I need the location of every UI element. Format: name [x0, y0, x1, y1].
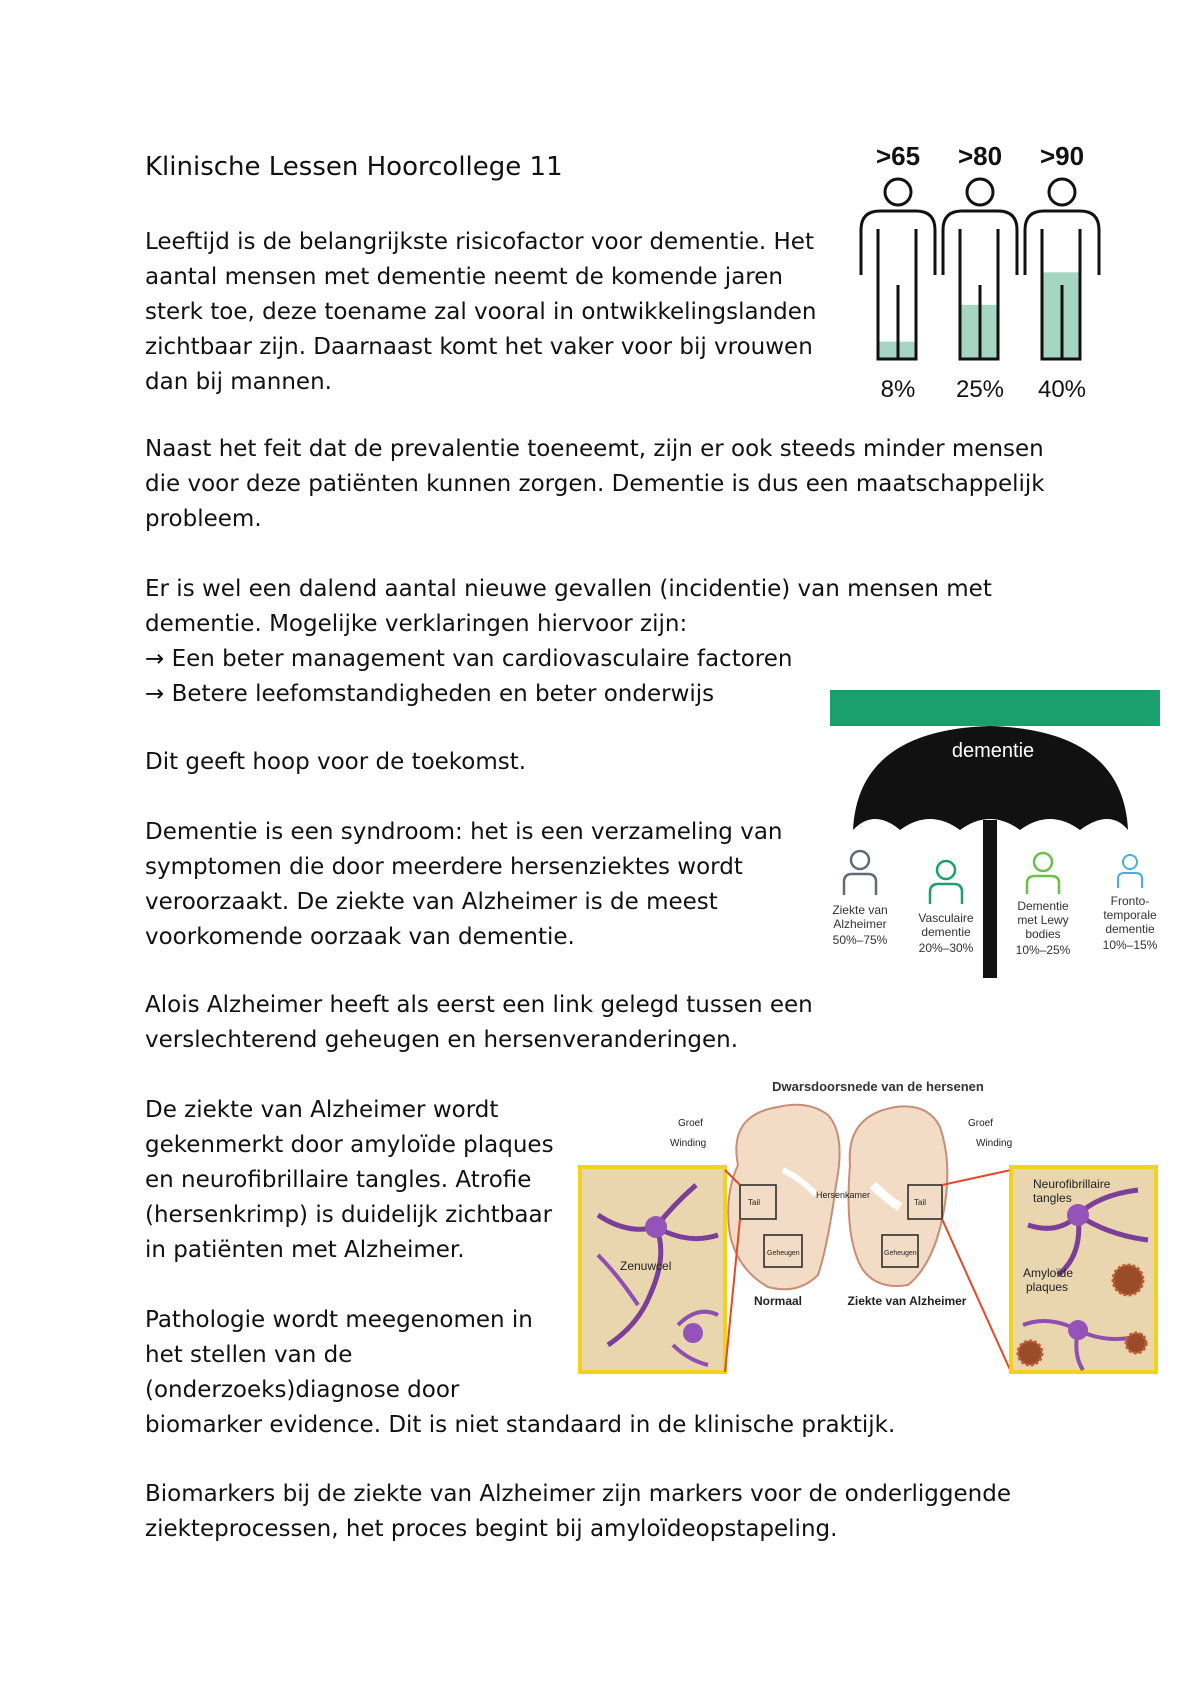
- paragraph-hope: [145, 745, 526, 780]
- type-name: Alzheimer: [833, 917, 887, 931]
- dementia-type: [1016, 853, 1071, 957]
- person-icon: [1123, 855, 1137, 869]
- text-line: Leeftijd is de belangrijkste risicofactor voor dementie. Het: [145, 229, 814, 255]
- age-label: >90: [1039, 141, 1085, 171]
- text-line: voorkomende oorzaak van dementie.: [145, 924, 575, 950]
- text-line: gekenmerkt door amyloïde plaques: [145, 1132, 554, 1158]
- paragraph-alois: [145, 988, 813, 1058]
- age-prevalence-svg: [850, 135, 1110, 410]
- type-percentage: 20%–30%: [918, 941, 974, 955]
- type-name: dementie: [1105, 922, 1155, 936]
- text-line: het stellen van de: [145, 1342, 353, 1368]
- neuron-body: [1068, 1320, 1088, 1340]
- text-line: (onderzoeks)diagnose door: [145, 1377, 460, 1403]
- text-line: ziekteprocessen, het proces begint bij amyloïdeopstapeling.: [145, 1516, 838, 1542]
- prevalence-label: 8%: [880, 376, 916, 403]
- brain-label: Tail: [914, 1198, 927, 1207]
- type-name: Fronto-: [1110, 894, 1150, 908]
- type-name: Vasculaire: [918, 911, 974, 925]
- plaques-label: plaques: [1026, 1280, 1069, 1294]
- age-label: >65: [875, 141, 921, 171]
- type-name: Dementie: [1017, 899, 1069, 913]
- paragraph-prevalence: [145, 432, 1045, 537]
- text-line: aantal mensen met dementie neemt de komende jaren: [145, 264, 783, 290]
- type-percentage: 10%–15%: [1102, 938, 1158, 952]
- paragraph-syndrome: [145, 815, 783, 955]
- amyloid-plaque: [1126, 1333, 1146, 1353]
- dementia-umbrella-figure: [818, 690, 1163, 980]
- type-name: bodies: [1025, 927, 1061, 941]
- type-name: dementie: [921, 925, 971, 939]
- text-line: dementie. Mogelijke verklaringen hiervoor zijn:: [145, 611, 688, 637]
- person-body-icon: [1025, 211, 1099, 359]
- person-body-icon: [930, 884, 962, 904]
- paragraph-alzheimer-features: [145, 1093, 554, 1268]
- brain-label: Tail: [748, 1198, 761, 1207]
- tangles-label: Neurofibrillaire: [1033, 1177, 1111, 1191]
- paragraph-biomarkers: [145, 1477, 1011, 1547]
- text-line: zichtbaar zijn. Daarnaast komt het vaker voor bij vrouwen: [145, 334, 813, 360]
- brain-label: Geheugen: [767, 1250, 800, 1257]
- brain-label: Geheugen: [884, 1250, 917, 1257]
- person-figure: [861, 141, 935, 403]
- prevalence-label: 25%: [955, 376, 1005, 403]
- brain-label: Groef: [968, 1118, 994, 1129]
- neuron-body: [1067, 1204, 1089, 1226]
- paragraph-risk-factor: [145, 225, 816, 400]
- text-line: De ziekte van Alzheimer wordt: [145, 1097, 499, 1123]
- person-head-icon: [1049, 179, 1075, 205]
- text-line: sterk toe, deze toename zal vooral in ontwikkelingslanden: [145, 299, 817, 325]
- arrow-item: → Een beter management van cardiovasculaire factoren: [145, 646, 793, 672]
- person-body-icon: [861, 211, 935, 359]
- umbrella-pole: [983, 820, 997, 978]
- type-percentage: 10%–25%: [1015, 943, 1071, 957]
- person-body-icon: [1027, 876, 1059, 894]
- type-percentage: 50%–75%: [832, 933, 888, 947]
- person-figure: [943, 141, 1017, 403]
- text-line: in patiënten met Alzheimer.: [145, 1237, 465, 1263]
- brain-svg: [578, 1075, 1158, 1375]
- type-name: temporale: [1103, 908, 1157, 922]
- text-line: Biomarkers bij de ziekte van Alzheimer zijn markers voor de onderliggende: [145, 1481, 1011, 1507]
- person-icon: [1034, 853, 1052, 871]
- text-line: dan bij mannen.: [145, 369, 332, 395]
- text-line: Alois Alzheimer heeft als eerst een link gelegd tussen een: [145, 992, 813, 1018]
- neuron-label: Zenuwcel: [620, 1259, 672, 1273]
- text-line: Dementie is een syndroom: het is een verzameling van: [145, 819, 783, 845]
- brain-label: Groef: [678, 1118, 704, 1129]
- type-name: Ziekte van: [832, 903, 888, 917]
- text-line: Naast het feit dat de prevalentie toeneemt, zijn er ook steeds minder mensen: [145, 436, 1044, 462]
- text-line: verslechterend geheugen en hersenveranderingen.: [145, 1027, 739, 1053]
- text-line: Er is wel een dalend aantal nieuwe gevallen (incidentie) van mensen met: [145, 576, 992, 602]
- page-title: Klinische Lessen Hoorcollege 11: [145, 152, 563, 182]
- person-figure: [1025, 141, 1099, 403]
- prevalence-label: 40%: [1037, 376, 1087, 403]
- person-icon: [851, 851, 869, 869]
- figure-title: Dwarsdoorsnede van de hersenen: [772, 1079, 984, 1094]
- text-line: Pathologie wordt meegenomen in: [145, 1307, 533, 1333]
- section-caption: Ziekte van Alzheimer: [847, 1294, 967, 1308]
- age-label: >80: [957, 141, 1003, 171]
- section-caption: Normaal: [753, 1294, 803, 1308]
- text-line: biomarker evidence. Dit is niet standaard in de klinische praktijk.: [145, 1412, 896, 1438]
- dementia-type: [918, 861, 973, 955]
- tangles-label: tangles: [1033, 1191, 1072, 1205]
- text-line: die voor deze patiënten kunnen zorgen. Dementie is dus een maatschappelijk: [145, 471, 1045, 497]
- text-line: (hersenkrimp) is duidelijk zichtbaar: [145, 1202, 553, 1228]
- dementia-type: [1103, 855, 1158, 952]
- brain-label: Winding: [670, 1138, 707, 1149]
- brain-label: Hersenkamer: [816, 1190, 871, 1200]
- text-line: probleem.: [145, 506, 262, 532]
- person-icon: [937, 861, 955, 879]
- alzheimer-neuron-panel: [1011, 1167, 1156, 1372]
- neuron-body: [683, 1323, 703, 1343]
- umbrella-top-band: [830, 690, 1160, 726]
- type-name: met Lewy: [1017, 913, 1069, 927]
- person-head-icon: [967, 179, 993, 205]
- text-line: symptomen die door meerdere hersenziektes wordt: [145, 854, 743, 880]
- normal-neuron-panel: [580, 1167, 725, 1372]
- person-body-icon: [1118, 873, 1142, 888]
- text-line: en neurofibrillaire tangles. Atrofie: [145, 1167, 532, 1193]
- umbrella-svg: [818, 690, 1163, 980]
- arrow-item: → Betere leefomstandigheden en beter onderwijs: [145, 681, 715, 707]
- text-line: veroorzaakt. De ziekte van Alzheimer is de meest: [145, 889, 718, 915]
- amyloid-plaque: [1018, 1341, 1042, 1365]
- neuron-body: [645, 1216, 667, 1238]
- dementia-type: [832, 851, 887, 947]
- person-body-icon: [844, 874, 876, 895]
- amyloid-plaque: [1113, 1265, 1143, 1295]
- person-body-icon: [943, 211, 1017, 359]
- plaques-label: Amyloïde: [1023, 1266, 1074, 1280]
- umbrella-label: dementie: [951, 740, 1035, 762]
- text-line: Dit geeft hoop voor de toekomst.: [145, 749, 527, 775]
- brain-label: Winding: [976, 1138, 1013, 1149]
- brain-cross-section-figure: [578, 1075, 1158, 1375]
- age-prevalence-figure: [850, 135, 1110, 410]
- person-head-icon: [885, 179, 911, 205]
